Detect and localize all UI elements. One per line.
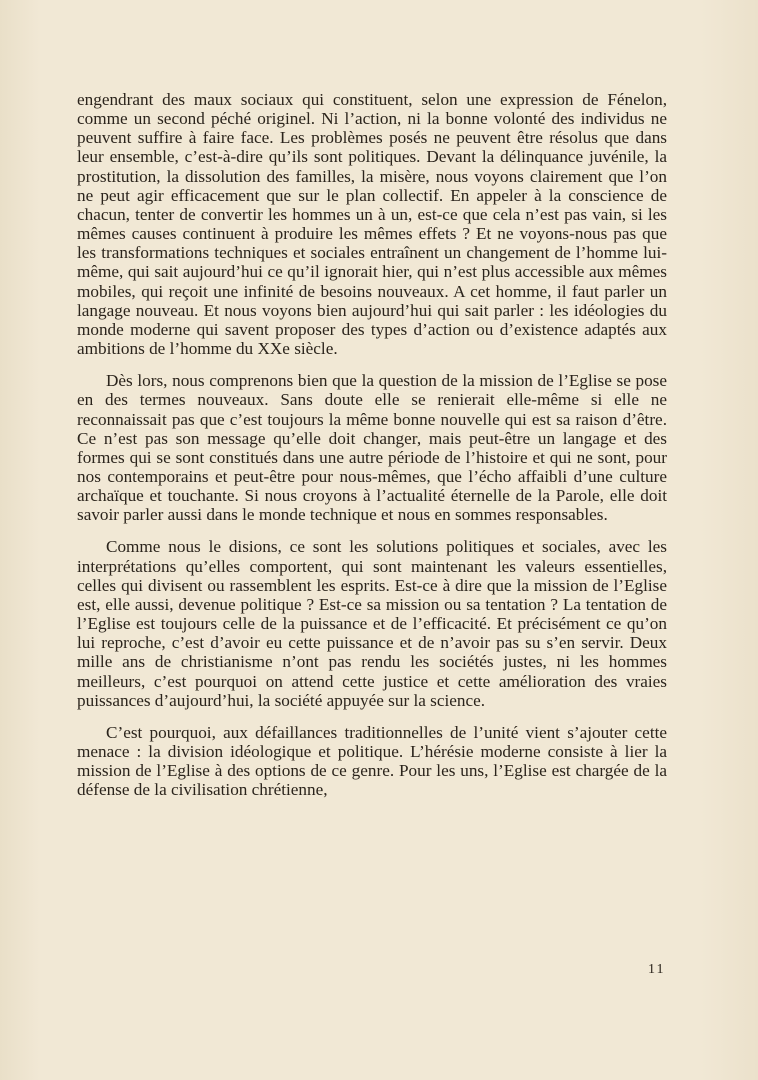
paragraph-2: Dès lors, nous comprenons bien que la question de la mission de l’Eglise se pose en des termes nouveaux. Sans doute elle se renierait elle-même si elle ne reconnaissait pas que c’est toujours la même bonne nouvelle qui est sa raison d’être. Ce n’est pas son message qu’elle doit changer, mais peut-être un langage et des formes qui se sont constitués dans une autre période de l’histoire et qui ne sont, pour nos contemporains et peut-être pour nous-mêmes, que l’écho affaibli d’une culture archaïque et touchante. Si nous croyons à l’actualité éternelle de la Parole, elle doit savoir parler aussi dans le monde technique et nous en sommes responsables. <box>77 371 667 525</box>
paragraph-3: Comme nous le disions, ce sont les solutions politiques et sociales, avec les interprétations qu’elles comportent, qui sont maintenant les valeurs essentielles, celles qui divisent ou rassemblent les esprits. Est-ce à dire que la mission de l’Eglise est, elle aussi, devenue politique ? Est-ce sa mission ou sa tentation ? La tentation de l’Eglise est toujours celle de la puissance et de l’efficacité. Et précisément ce qu’on lui reproche, c’est d’avoir eu cette puissance et de n’avoir pas su s’en servir. Deux mille ans de christianisme n’ont pas rendu les sociétés justes, ni les hommes meilleurs, c’est pourquoi on attend cette justice et cette amélioration des vraies puissances d’aujourd’hui, la société appuyée sur la science. <box>77 537 667 710</box>
page-number: 11 <box>648 962 666 977</box>
body-text <box>77 90 667 812</box>
paragraph-1: engendrant des maux sociaux qui constituent, selon une expression de Fénelon, comme un second péché originel. Ni l’action, ni la bonne volonté des individus ne peuvent suffire à faire face. Les problèmes posés ne peuvent être résolus que dans leur ensemble, c’est-à-dire qu’ils sont politiques. Devant la délinquance juvénile, la prostitution, la dissolution des familles, la misère, nous voyons clairement que l’on ne peut agir efficacement que sur le plan collectif. En appeler à la conscience de chacun, tenter de convertir les hommes un à un, est-ce que cela n’est pas vain, si les mêmes causes continuent à produire les mêmes effets ? Et ne voyons-nous pas que les transformations techniques et sociales entraînent un changement de l’homme lui-même, qui sait aujourd’hui ce qu’il ignorait hier, qui n’est plus accessible aux mêmes mobiles, qui reçoit une infinité de besoins nouveaux. A cet homme, il faut parler un langage nouveau. Et nous voyons bien aujourd’hui qui sait parler : les idéologies du monde moderne qui savent proposer des types d’action ou d’existence adaptés aux ambitions de l’homme du XXe siècle. <box>77 90 667 359</box>
paragraph-4: C’est pourquoi, aux défaillances traditionnelles de l’unité vient s’ajouter cette menace : la division idéologique et politique. L’hérésie moderne consiste à lier la mission de l’Eglise à des options de ce genre. Pour les uns, l’Eglise est chargée de la défense de la civilisation chrétienne, <box>77 722 667 800</box>
